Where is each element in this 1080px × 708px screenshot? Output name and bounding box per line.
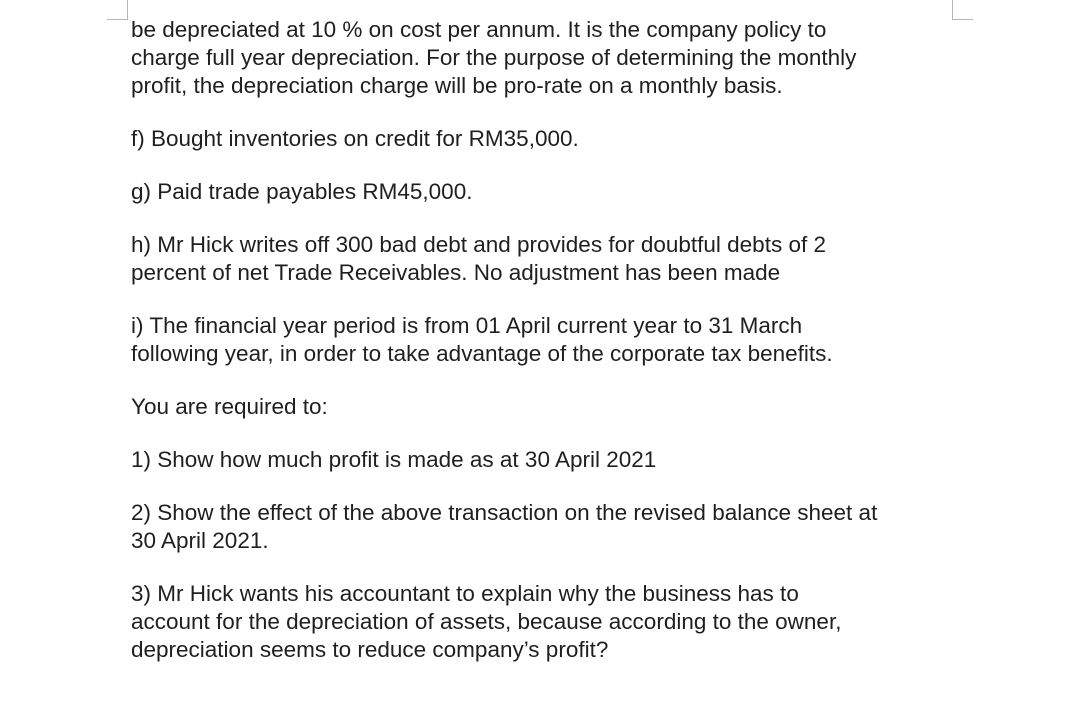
paragraph-required-heading: You are required to:	[131, 394, 328, 419]
paragraph-question-3: 3) Mr Hick wants his accountant to explain why the business has to account for the depreciation of assets, because according to the owner, depreciation seems to reduce company’s profit?	[131, 581, 842, 662]
paragraph-question-1: 1) Show how much profit is made as at 30 April 2021	[131, 447, 657, 472]
paragraph-item-f: f) Bought inventories on credit for RM35,000.	[131, 126, 579, 151]
paragraph-item-h: h) Mr Hick writes off 300 bad debt and provides for doubtful debts of 2 percent of net Trade Receivables. No adjustment has been made	[131, 232, 826, 285]
document-body	[131, 16, 991, 664]
paragraph-question-2: 2) Show the effect of the above transaction on the revised balance sheet at 30 April 2021.	[131, 500, 878, 553]
paragraph-item-g: g) Paid trade payables RM45,000.	[131, 179, 473, 204]
page-corner-mark-left	[107, 0, 128, 20]
paragraph-item-i: i) The financial year period is from 01 April current year to 31 March following year, in order to take advantage of the corporate tax benefits.	[131, 313, 833, 366]
paragraph-depreciation-policy: be depreciated at 10 % on cost per annum. It is the company policy to charge full year depreciation. For the purpose of determining the monthly profit, the depreciation charge will be pro-rate on a monthly basis.	[131, 17, 857, 98]
